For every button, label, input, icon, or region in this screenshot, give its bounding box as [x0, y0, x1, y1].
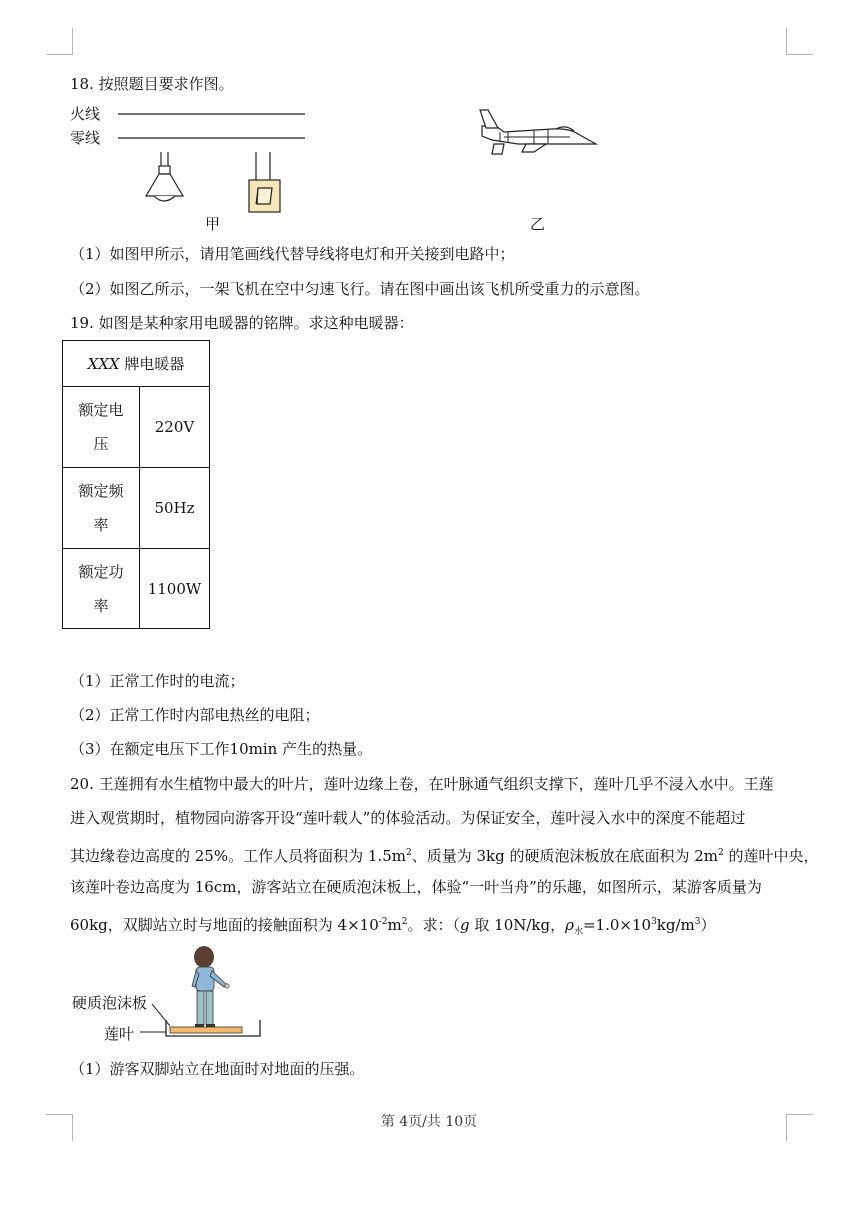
figure-b-label: 乙 — [530, 215, 546, 233]
brand-italic: XXX — [87, 355, 120, 373]
q20-line-5: 60kg，双脚站立时与地面的接触面积为 $4\times 10^{-2}m^2$。求：（g 取 10N/kg，$\rho_水=1.0\times 10^3kg/m^3$） — [70, 916, 716, 937]
rated-voltage-label: 额定电 压 — [63, 387, 140, 468]
nameplate-header-row — [63, 341, 210, 387]
page-number-footer: 第 4页/共 10页 — [380, 1114, 478, 1130]
brand-name: 牌电暖器 — [119, 355, 185, 373]
nameplate-table — [62, 340, 210, 629]
visitor-on-lotus-leaf-figure — [140, 944, 264, 1044]
q19-title: 19. 如图是某种家用电暖器的铭牌。求这种电暖器： — [70, 314, 414, 332]
q18-part2: （2）如图乙所示，一架飞机在空中匀速飞行。请在图中画出该飞机所受重力的示意图。 — [70, 280, 650, 298]
rated-frequency-label: 额定频 率 — [63, 468, 140, 549]
table-row — [63, 468, 210, 549]
neutral-wire-label: 零线 — [70, 129, 101, 147]
q20-part1: （1）游客双脚站立在地面时对地面的压强。 — [70, 1060, 365, 1078]
figure-a-label: 甲 — [205, 215, 221, 233]
q19-part2: （2）正常工作时内部电热丝的电阻； — [70, 706, 320, 724]
circuit-diagram — [110, 100, 320, 218]
q19-part1: （1）正常工作时的电流； — [70, 672, 245, 690]
lamp-icon — [146, 152, 183, 201]
airplane-icon — [474, 104, 602, 160]
q20-line-3: 其边缘卷边高度的 25%。工作人员将面积为 $1.5m^2$、质量为 3kg 的硬质泡沫板放在底面积为 $2m^2$ 的莲叶中央， — [70, 847, 819, 865]
table-row — [63, 387, 210, 468]
q18-part1: （1）如图甲所示，请用笔画线代替导线将电灯和开关接到电路中； — [70, 245, 515, 263]
rated-power-value: 1100W — [140, 549, 210, 629]
table-row — [63, 549, 210, 629]
visitor-icon — [192, 946, 229, 1027]
q20-line-4: 该莲叶卷边高度为 16cm，游客站立在硬质泡沫板上，体验“一叶当舟”的乐趣，如图所示，某游客质量为 — [70, 878, 762, 896]
q18-title: 18. 按照题目要求作图。 — [70, 75, 234, 93]
lotus-leaf-label: 莲叶 — [104, 1025, 135, 1043]
live-wire-label: 火线 — [70, 105, 101, 123]
rated-power-label: 额定功 率 — [63, 549, 140, 629]
corner-mark-top-right — [786, 28, 813, 55]
corner-mark-top-left — [46, 28, 73, 55]
rated-frequency-value: 50Hz — [140, 468, 210, 549]
foam-board-label: 硬质泡沫板 — [72, 994, 148, 1012]
nameplate-brand — [63, 341, 210, 387]
q19-part3: （3）在额定电压下工作10min 产生的热量。 — [70, 740, 373, 758]
rated-voltage-value: 220V — [140, 387, 210, 468]
switch-icon — [249, 152, 280, 212]
q20-line-2: 进入观赏期时，植物园向游客开设“莲叶载人”的体验活动。为保证安全，莲叶浸入水中的深度不能超过 — [70, 809, 746, 827]
q20-line-1: 20. 王莲拥有水生植物中最大的叶片，莲叶边缘上卷，在叶脉通气组织支撑下，莲叶几乎不浸入水中。王莲 — [70, 775, 774, 793]
